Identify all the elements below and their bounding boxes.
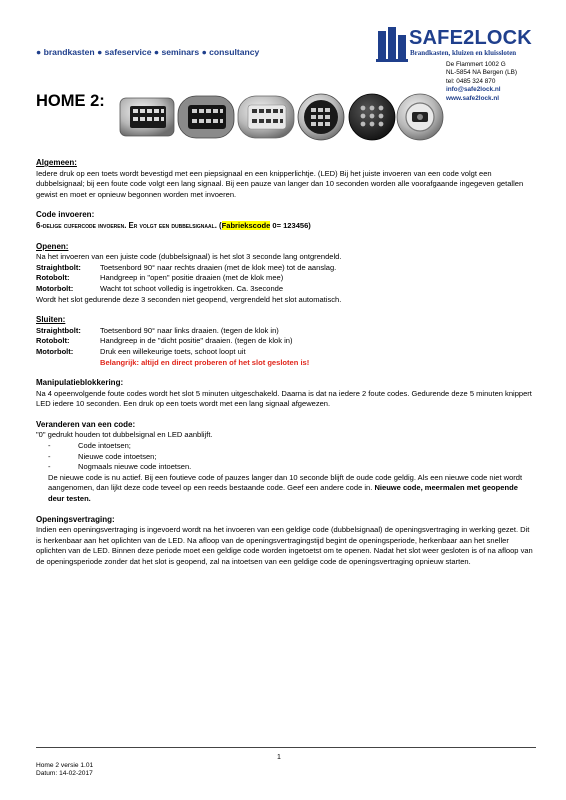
- lock-body-photo: [397, 94, 443, 140]
- section-heading-openen: Openen:: [36, 241, 69, 251]
- bolt-label: Motorbolt:: [36, 346, 74, 356]
- sluiten-warning-row: [36, 358, 536, 369]
- address-line: De Flammert 1002 G: [446, 61, 506, 68]
- footer: [36, 762, 93, 778]
- factory-code-value: 0= 123456): [270, 220, 311, 230]
- keypad-photo-5: [349, 94, 395, 140]
- logo-text: SAFE2LOCK: [409, 27, 532, 49]
- page-number: 1: [277, 754, 281, 761]
- step-item: - Nieuwe code intoetsen;: [48, 451, 157, 461]
- building-icon: [376, 27, 408, 63]
- algemeen-text: Iedere druk op een toets wordt bevestigd met een piepsignaal en een knipperlichtje. (LED) Bij het juiste invoeren van een code volgt een dubbelsignaal; bij een foute code volgt een lang signaal. Bij een pauze van langer dan 10 seconden worden alle voorafgaande ingegeven getallen gewist en moet er opnieuw begonnen worden met invoeren.: [36, 168, 524, 199]
- code-invoeren-instruction: 6-delige cijfercode invoeren. Er volgt een dubbelsignaal. (: [36, 220, 222, 230]
- bolt-instruction: Toetsenbord 90° naar links draaien. (tegen de klok in): [100, 325, 279, 335]
- veranderen-text: [36, 473, 536, 505]
- footer-date: Datum: 14-02-2017: [36, 770, 93, 778]
- page-title: HOME 2:: [36, 92, 105, 110]
- section-heading-code-invoeren: Code invoeren:: [36, 210, 95, 220]
- openen-outro: Wordt het slot gedurende deze 3 seconden niet geopend, vergrendeld het slot automatisch.: [36, 294, 342, 304]
- section-heading-sluiten: Sluiten:: [36, 315, 66, 325]
- section-heading-algemeen: Algemeen:: [36, 158, 77, 167]
- footer-version: Home 2 versie 1.01: [36, 762, 94, 769]
- address-website[interactable]: www.safe2lock.nl: [446, 94, 500, 102]
- bolt-instruction: Handgreep in "open" positie draaien (met de klok mee): [100, 273, 284, 283]
- bolt-label: Motorbolt:: [36, 283, 74, 293]
- address-email[interactable]: info@safe2lock.nl: [446, 86, 501, 94]
- keypad-photo-2: [178, 96, 234, 138]
- keypad-photo-1: [120, 98, 174, 136]
- section-heading-openingsvertraging: Openingsvertraging:: [36, 514, 115, 524]
- veranderen-intro: "0" gedrukt houden tot dubbelsignal en LED aanblijft.: [36, 430, 213, 440]
- sluiten-row-motorbolt: [36, 347, 536, 358]
- step-text: Code intoetsen;: [78, 441, 131, 451]
- lock-product-photos: [118, 92, 446, 142]
- logo-subtitle: Brandkasten, kluizen en kluissloten: [410, 49, 517, 57]
- veranderen-body: De nieuwe code is nu actief. Bij een foutieve code of pauzes langer dan 10 seconde blijft de oude code geldig. Als een nieuwe code niet wordt aangenomen, dan lijkt deze code teveel op een reeds bestaande code. Geef een andere code in.: [48, 472, 523, 493]
- bolt-label: Rotobolt:: [36, 336, 70, 346]
- manipulatie-text: Na 4 opeenvolgende foute codes wordt het slot 5 minuten uitgeschakeld. Daarna is dat na iedere 2 foute codes. Gedurende deze 5 minuten knippert LED iedere 10 seconden. Een druk op een toets wordt met een lang signaal afgewezen.: [36, 388, 532, 409]
- keypad-photo-4: [298, 94, 344, 140]
- sluiten-row-rotobolt: [36, 336, 536, 347]
- section-heading-veranderen: Veranderen van een code:: [36, 419, 136, 429]
- veranderen-bold-note: Nieuwe code, meermalen met geopende deur testen.: [48, 483, 518, 504]
- openen-row-straightbolt: [36, 263, 536, 274]
- bolt-label: Straightbolt:: [36, 325, 81, 335]
- step-item: - Code intoetsen;: [48, 441, 131, 451]
- sluiten-row-straightbolt: [36, 326, 536, 337]
- openen-row-motorbolt: [36, 284, 536, 295]
- bolt-instruction: Toetsenbord 90° naar rechts draaien (met de klok mee) tot de aanslag.: [100, 262, 337, 272]
- instructions-content: [36, 158, 536, 568]
- company-address: [446, 61, 517, 103]
- warning-text: Belangrijk: altijd en direct proberen of het slot gesloten is!: [100, 357, 310, 367]
- openen-row-rotobolt: [36, 273, 536, 284]
- openen-intro: Na het invoeren van een juiste code (dubbelsignaal) is het slot 3 seconde lang ontgrendeld.: [36, 252, 342, 262]
- factory-code-highlight: Fabriekscode: [221, 220, 271, 230]
- bolt-label: Rotobolt:: [36, 273, 70, 283]
- step-text: Nieuwe code intoetsen;: [78, 451, 157, 461]
- bolt-instruction: Wacht tot schoot volledig is ingetrokken. Ca. 3seconde: [100, 283, 284, 293]
- openingsvertraging-text: Indien een openingsvertraging is ingevoerd wordt na het invoeren van een geldige code (dubbelsignaal) de openingsvertraging in werking gezet. Dit is herkenbaar aan het oplichten van de LED. Na afloop van de openingsvertragingstijd begint de openingsperiode, herkenbaar aan het sneller oplichten van de LED. Binnen deze periode moet een geldige code worden ingetoetst om te openen. Nadat het slot weer gesloten is of na afloop van de openingsperiode zonder dat het slot is geopend, zal na intoetsen van een geldige code de openingsvertraging opnieuw starten.: [36, 525, 533, 566]
- step-item: - Nogmaals nieuwe code intoetsen.: [48, 462, 192, 472]
- section-heading-manipulatie: Manipulatieblokkering:: [36, 378, 124, 388]
- address-phone: tel: 0485 324 870: [446, 77, 496, 85]
- step-text: Nogmaals nieuwe code intoetsen.: [78, 462, 192, 472]
- code-invoeren-text: [36, 221, 536, 232]
- address-line: NL-5854 NA Bergen (LB): [446, 69, 518, 77]
- tagline: ● brandkasten ● safeservice ● seminars ● consultancy: [36, 47, 260, 57]
- footer-divider: [36, 747, 536, 748]
- bolt-label: Straightbolt:: [36, 262, 81, 272]
- keypad-photo-3: [238, 96, 294, 138]
- bolt-instruction: Druk een willekeurige toets, schoot loopt uit: [100, 346, 246, 356]
- bolt-instruction: Handgreep in de "dicht positie" draaien. (tegen de klok in): [100, 336, 293, 346]
